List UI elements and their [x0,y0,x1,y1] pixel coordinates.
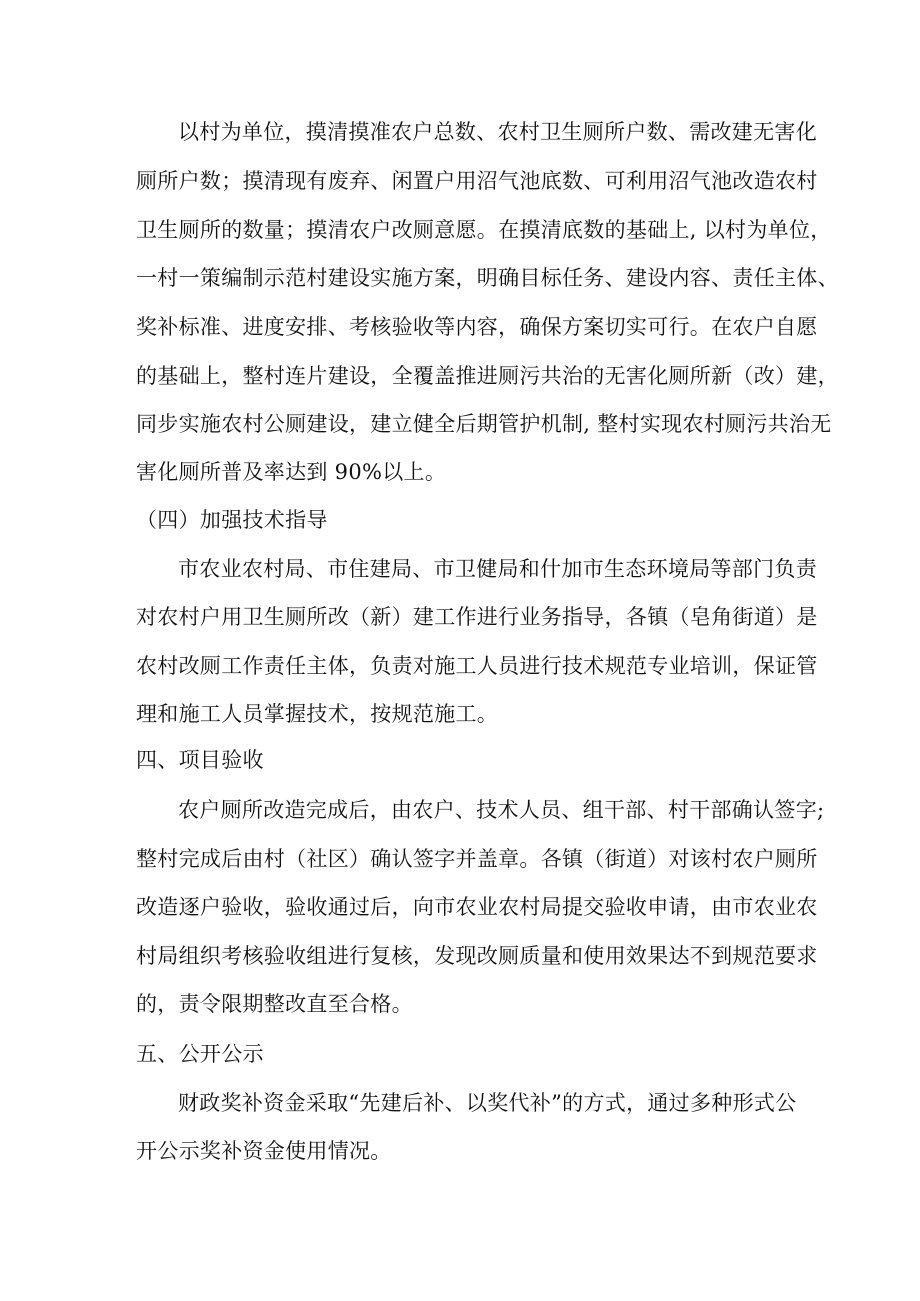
para1-line-1: 以村为单位，摸清摸准农户总数、农村卫生厕所户数、需改建无害化 [178,120,817,144]
para1-line-8: 害化厕所普及率达到 90%以上。 [136,460,447,484]
para2-line-4: 理和施工人员掌握技术，按规范施工。 [136,702,499,726]
para1-line-6: 的基础上，整村连片建设，全覆盖推进厕污共治的无害化厕所新（改）建， [136,364,839,388]
para2-line-1: 市农业农村局、市住建局、市卫健局和什加市生态环境局等部门负责 [178,557,817,581]
para1-line-4: 一村一策编制示范村建设实施方案，明确目标任务、建设内容、责任主体、 [136,266,839,290]
para3-line-3: 改造逐户验收，验收通过后，向市农业农村局提交验收申请，由市农业农 [136,895,818,919]
para1-line-7: 同步实施农村公厕建设，建立健全后期管护机制, 整村实现农村厕污共治无 [136,412,832,436]
para3-line-4: 村局组织考核验收组进行复核，发现改厕质量和使用效果达不到规范要求 [136,944,818,968]
section-heading-publicity: 五、公开公示 [136,1042,264,1066]
para3-line-1: 农户厕所改造完成后，由农户、技术人员、组干部、村干部确认签字; [178,798,825,822]
para1-line-5: 奖补标准、进度安排、考核验收等内容，确保方案切实可行。在农户自愿 [136,315,818,339]
para1-line-2: 厕所户数；摸清现有废弃、闲置户用沼气池底数、可利用沼气池改造农村 [136,169,818,193]
para2-line-2: 对农村户用卫生厕所改（新）建工作进行业务指导，各镇（皂角街道）是 [136,605,818,629]
section-heading-acceptance: 四、项目验收 [136,748,264,772]
subsection-heading: （四）加强技术指导 [136,508,328,532]
para1-line-3: 卫生厕所的数量；摸清农户改厕意愿。在摸清底数的基础上, 以村为单位， [136,218,832,242]
para4-line-1: 财政奖补资金采取“先建后补、以奖代补”的方式，通过多种形式公 [178,1091,797,1115]
para3-line-2: 整村完成后由村（社区）确认签字并盖章。各镇（街道）对该村农户厕所 [136,847,818,871]
para3-line-5: 的，责令限期整改直至合格。 [136,992,413,1016]
para4-line-2: 开公示奖补资金使用情况。 [136,1139,392,1163]
para2-line-3: 农村改厕工作责任主体，负责对施工人员进行技术规范专业培训，保证管 [136,654,818,678]
